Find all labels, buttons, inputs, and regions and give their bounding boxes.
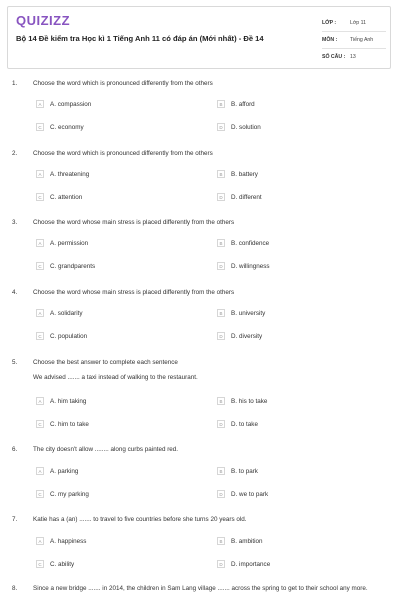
option-text: C. my parking [50, 490, 89, 498]
option-key-box: D [217, 420, 225, 428]
option-key-box: D [217, 123, 225, 131]
option-key-box: C [36, 420, 44, 428]
option-text: C. him to take [50, 420, 89, 428]
answer-option-c[interactable] [36, 122, 84, 132]
answer-option-c[interactable] [36, 419, 89, 429]
answer-option-b[interactable] [217, 308, 265, 318]
option-key-box: B [217, 100, 225, 108]
option-text: A. happiness [50, 537, 87, 545]
answer-option-b[interactable] [217, 396, 267, 406]
option-text: A. solidarity [50, 309, 83, 317]
option-text: D. to take [231, 420, 258, 428]
question-number: 5. [12, 359, 18, 366]
question-number: 2. [12, 150, 18, 157]
option-text: A. compassion [50, 100, 92, 108]
option-text: B. afford [231, 100, 255, 108]
option-text: D. we to park [231, 490, 269, 498]
option-key-box: D [217, 262, 225, 270]
option-text: C. attention [50, 193, 83, 201]
meta-table [322, 15, 386, 65]
option-key-box: B [217, 309, 225, 317]
option-text: B. battery [231, 170, 258, 178]
option-text: A. permission [50, 239, 89, 247]
answer-option-a[interactable] [36, 396, 86, 406]
option-key-box: A [36, 100, 44, 108]
option-key-box: B [217, 537, 225, 545]
option-text: B. confidence [231, 239, 270, 247]
option-text: B. ambition [231, 537, 263, 545]
question-text: Choose the best answer to complete each sentence [33, 359, 178, 366]
option-key-box: C [36, 560, 44, 568]
answer-option-c[interactable] [36, 331, 87, 341]
option-key-box: A [36, 537, 44, 545]
option-key-box: A [36, 309, 44, 317]
option-text: B. his to take [231, 397, 268, 405]
option-key-box: D [217, 332, 225, 340]
meta-row-question-count [322, 49, 386, 65]
option-key-box: C [36, 262, 44, 270]
question-sentence: We advised ....... a taxi instead of walking to the restaurant. [33, 374, 198, 381]
answer-option-a[interactable] [36, 238, 88, 248]
answer-option-d[interactable] [217, 261, 270, 271]
answer-option-c[interactable] [36, 489, 89, 499]
document-header [7, 6, 391, 69]
answer-option-a[interactable] [36, 466, 78, 476]
option-text: A. threatening [50, 170, 90, 178]
option-key-box: D [217, 490, 225, 498]
question-number: 6. [12, 446, 18, 453]
option-text: B. university [231, 309, 266, 317]
option-text: C. grandparents [50, 262, 96, 270]
option-text: C. economy [50, 123, 84, 131]
quizizz-logo: QUIZIZZ [16, 13, 71, 28]
option-text: D. willingness [231, 262, 270, 270]
question-text: Choose the word whose main stress is placed differently from the others [33, 289, 235, 296]
answer-option-a[interactable] [36, 169, 89, 179]
option-text: A. parking [50, 467, 79, 475]
answer-option-b[interactable] [217, 466, 258, 476]
answer-option-b[interactable] [217, 536, 263, 546]
answer-option-b[interactable] [217, 99, 255, 109]
option-text: C. ability [50, 560, 75, 568]
question-number: 3. [12, 219, 18, 226]
answer-option-d[interactable] [217, 122, 261, 132]
option-key-box: A [36, 397, 44, 405]
meta-value: Lớp 11 [350, 20, 366, 26]
option-key-box: A [36, 170, 44, 178]
answer-option-a[interactable] [36, 99, 91, 109]
option-key-box: D [217, 193, 225, 201]
question-number: 8. [12, 585, 18, 592]
question-number: 7. [12, 516, 18, 523]
question-text: The city doesn't allow ........ along curbs painted red. [33, 446, 179, 453]
option-key-box: A [36, 467, 44, 475]
answer-option-b[interactable] [217, 238, 269, 248]
option-text: D. different [231, 193, 262, 201]
option-text: D. solution [231, 123, 261, 131]
question-number: 1. [12, 80, 18, 87]
answer-option-d[interactable] [217, 559, 270, 569]
question-number: 4. [12, 289, 18, 296]
answer-option-c[interactable] [36, 559, 74, 569]
option-text: A. him taking [50, 397, 87, 405]
answer-option-d[interactable] [217, 331, 262, 341]
question-text: Choose the word which is pronounced differently from the others [33, 150, 213, 157]
question-text: Since a new bridge ....... in 2014, the children in Sam Lang village ....... across the spring to get to their school any more. [33, 585, 368, 592]
option-key-box: A [36, 239, 44, 247]
answer-option-b[interactable] [217, 169, 258, 179]
option-key-box: D [217, 560, 225, 568]
question-text: Choose the word which is pronounced differently from the others [33, 80, 213, 87]
page-title: Bộ 14 Đề kiểm tra Học kì 1 Tiếng Anh 11 có đáp án (Mới nhất) - Đề 14 [16, 34, 264, 43]
answer-option-d[interactable] [217, 192, 262, 202]
meta-row-subject [322, 32, 386, 49]
answer-option-a[interactable] [36, 536, 86, 546]
answer-option-d[interactable] [217, 419, 258, 429]
option-key-box: C [36, 123, 44, 131]
option-key-box: B [217, 239, 225, 247]
answer-option-c[interactable] [36, 192, 82, 202]
question-text: Katie has a (an) ....... to travel to five countries before she turns 20 years old. [33, 516, 247, 523]
meta-value: 13 [350, 54, 356, 60]
option-key-box: B [217, 170, 225, 178]
answer-option-d[interactable] [217, 489, 268, 499]
meta-label: MÔN : [322, 37, 338, 43]
meta-label: SỐ CÂU : [322, 54, 346, 60]
meta-label: LỚP : [322, 20, 337, 26]
option-key-box: C [36, 193, 44, 201]
option-key-box: B [217, 397, 225, 405]
option-key-box: C [36, 490, 44, 498]
option-text: D. importance [231, 560, 271, 568]
question-text: Choose the word whose main stress is placed differently from the others [33, 219, 235, 226]
meta-row-grade [322, 15, 386, 32]
option-key-box: C [36, 332, 44, 340]
meta-value: Tiếng Anh [350, 37, 374, 43]
option-key-box: B [217, 467, 225, 475]
answer-option-a[interactable] [36, 308, 83, 318]
answer-option-c[interactable] [36, 261, 95, 271]
option-text: C. population [50, 332, 88, 340]
option-text: B. to park [231, 467, 258, 475]
option-text: D. diversity [231, 332, 263, 340]
